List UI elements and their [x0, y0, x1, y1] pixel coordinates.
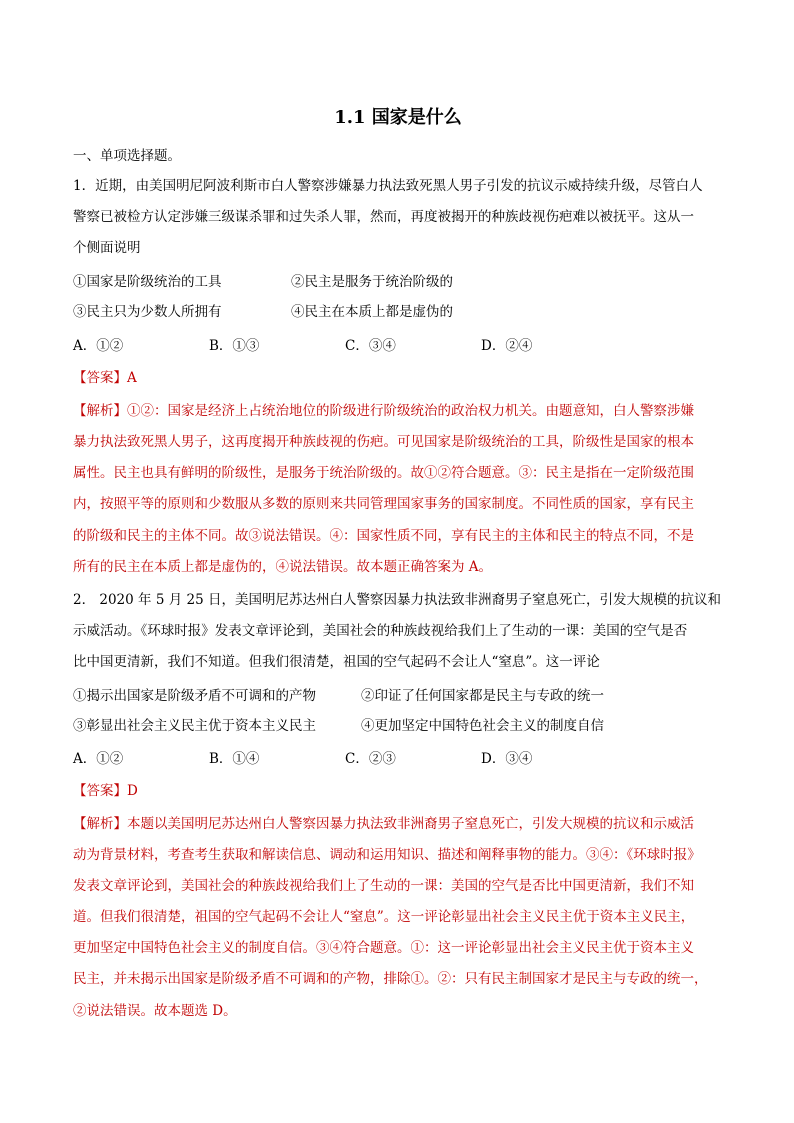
analysis-label: 【解析】	[73, 403, 127, 419]
q2-analysis-line: 更加坚定中国特色社会主义的制度自信。③④符合题意。①：这一评论彰显出社会主义民主优于资本主义	[73, 940, 694, 956]
q2-item: ④更加坚定中国特色社会主义的制度自信	[361, 718, 604, 734]
q1-analysis-line: 所有的民主在本质上都是虚伪的，④说法错误。故本题正确答案为 A。	[73, 559, 493, 575]
q2-choice-d: D．③④	[481, 751, 533, 767]
q2-item: ①揭示出国家是阶级矛盾不可调和的产物	[73, 688, 316, 704]
q1-stem-line: 警察已被检方认定涉嫌三级谋杀罪和过失杀人罪，然而，再度被揭开的种族歧视伤疤难以被抚平。这从一	[73, 209, 694, 225]
q1-choice-b: B．①③	[209, 338, 260, 354]
q2-item: ③彰显出社会主义民主优于资本主义民主	[73, 718, 316, 734]
q1-item: ③民主只为少数人所拥有	[73, 304, 222, 320]
q2-analysis-line: 道。但我们很清楚，祖国的空气起码不会让人“窒息”。这一评论彰显出社会主义民主优于资本主义民主，	[73, 909, 695, 925]
analysis-label: 【解析】	[73, 816, 127, 832]
q1-analysis-line: 属性。民主也具有鲜明的阶级性，是服务于统治阶级的。故①②符合题意。③：民主是指在一定阶级范围	[73, 465, 694, 481]
q2-analysis-line: ②说法错误。故本题选 D。	[73, 1003, 237, 1019]
page-title: 1.1 国家是什么	[334, 107, 462, 128]
q2-choice-a: A．①②	[73, 751, 124, 767]
q1-choice-c: C．③④	[345, 338, 396, 354]
q1-analysis-line: 内，按照平等的原则和少数服从多数的原则来共同管理国家事务的国家制度。不同性质的国家，享有民主	[73, 496, 694, 512]
q1-answer	[73, 368, 137, 388]
answer-label: 【答案】	[73, 783, 127, 799]
q2-choice-b: B．①④	[209, 751, 260, 767]
q2-analysis-line: 动为背景材料，考查考生获取和解读信息、调动和运用知识、描述和阐释事物的能力。③④：《环球时报》	[73, 847, 701, 863]
q1-choice-a: A．①②	[73, 338, 124, 354]
q2-item: ②印证了任何国家都是民主与专政的统一	[361, 688, 604, 704]
section-heading: 一、单项选择题。	[73, 148, 181, 164]
q2-stem-line: 2． 2020 年 5 月 25 日，美国明尼苏达州白人警察因暴力执法致非洲裔男子窒息死亡，引发大规模的抗议和	[73, 592, 721, 608]
q2-stem-line: 比中国更清新，我们不知道。但我们很清楚，祖国的空气起码不会让人“窒息”。这一评论	[73, 654, 600, 670]
q1-item: ④民主在本质上都是虚伪的	[291, 304, 453, 320]
q2-analysis-line: 发表文章评论到，美国社会的种族歧视给我们上了生动的一课：美国的空气是否比中国更清新，我们不知	[73, 878, 694, 894]
q2-answer	[73, 781, 138, 801]
q2-analysis-line: 民主，并未揭示出国家是阶级矛盾不可调和的产物，排除①。②：只有民主制国家才是民主与专政的统一，	[73, 971, 708, 987]
q1-stem-line: 1．近期，由美国明尼阿波利斯市白人警察涉嫌暴力执法致死黑人男子引发的抗议示威持续升级，尽管白人	[73, 178, 703, 194]
q1-stem-line: 个侧面说明	[73, 240, 141, 256]
q1-choice-d: D．②④	[481, 338, 533, 354]
q1-analysis-line: 【解析】①②：国家是经济上占统治地位的阶级进行阶级统治的政治权力机关。由题意知，白人警察涉嫌	[73, 403, 694, 419]
answer-label: 【答案】	[73, 370, 127, 386]
q2-choice-c: C．②③	[345, 751, 396, 767]
q2-analysis-line: 【解析】本题以美国明尼苏达州白人警察因暴力执法致非洲裔男子窒息死亡，引发大规模的抗议和示威活	[73, 816, 694, 832]
q1-analysis-line: 暴力执法致死黑人男子，这再度揭开种族歧视的伤疤。可见国家是阶级统治的工具，阶级性是国家的根本	[73, 434, 694, 450]
q1-analysis-line: 的阶级和民主的主体不同。故③说法错误。④：国家性质不同，享有民主的主体和民主的特点不同，不是	[73, 528, 694, 544]
q1-item: ②民主是服务于统治阶级的	[291, 274, 453, 290]
answer-value: A	[127, 370, 137, 386]
q2-stem-line: 示威活动。《环球时报》发表文章评论到，美国社会的种族歧视给我们上了生动的一课：美国的空气是否	[73, 623, 688, 639]
answer-value: D	[127, 783, 138, 799]
q1-item: ①国家是阶级统治的工具	[73, 274, 222, 290]
